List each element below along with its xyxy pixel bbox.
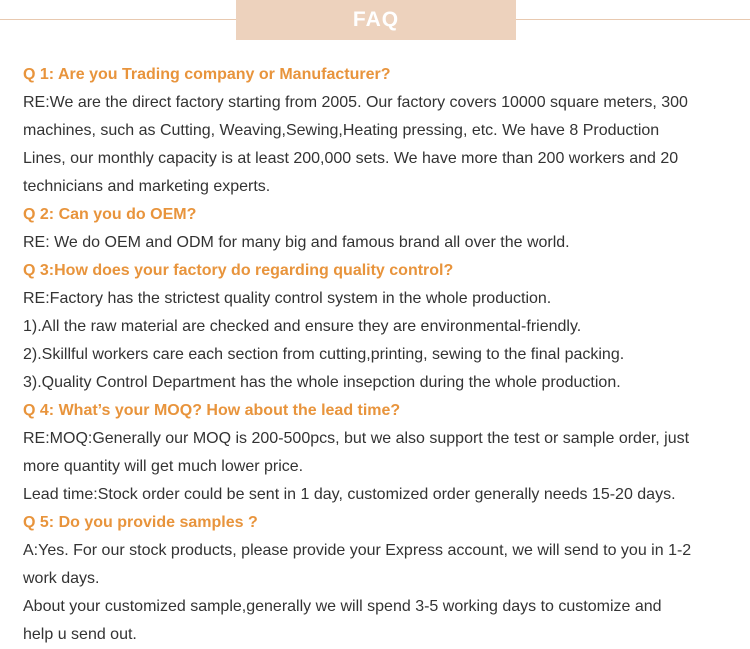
faq-answer-line: 2).Skillful workers care each section from cutting,printing, sewing to the final packing. <box>23 346 625 363</box>
faq-question-5: Q 5: Do you provide samples ? <box>23 514 258 531</box>
header-divider-right <box>516 19 750 20</box>
faq-answer-line: About your customized sample,generally we will spend 3-5 working days to customize and <box>23 598 662 615</box>
faq-answer-line: 1).All the raw material are checked and ensure they are environmental-friendly. <box>23 318 582 335</box>
header-divider-left <box>0 19 236 20</box>
faq-header <box>0 0 750 40</box>
faq-title: FAQ <box>236 0 516 40</box>
faq-answer-line: work days. <box>23 570 100 587</box>
faq-question-4: Q 4: What’s your MOQ? How about the lead time? <box>23 402 401 419</box>
faq-answer-line: help u send out. <box>23 626 137 643</box>
faq-answer-line: Lines, our monthly capacity is at least 200,000 sets. We have more than 200 workers and 20 <box>23 150 679 167</box>
faq-question-1: Q 1: Are you Trading company or Manufacturer? <box>23 66 391 83</box>
faq-question-2: Q 2: Can you do OEM? <box>23 206 197 223</box>
faq-answer-line: more quantity will get much lower price. <box>23 458 304 475</box>
faq-answer-line: RE:We are the direct factory starting from 2005. Our factory covers 10000 square meters, 300 <box>23 94 688 111</box>
faq-answer-line: technicians and marketing experts. <box>23 178 271 195</box>
faq-answer-line: RE: We do OEM and ODM for many big and famous brand all over the world. <box>23 234 570 251</box>
faq-answer-line: 3).Quality Control Department has the whole insepction during the whole production. <box>23 374 621 391</box>
faq-question-3: Q 3:How does your factory do regarding quality control? <box>23 262 454 279</box>
faq-answer-line: A:Yes. For our stock products, please provide your Express account, we will send to you in 1-2 <box>23 542 692 559</box>
faq-answer-line: RE:Factory has the strictest quality control system in the whole production. <box>23 290 552 307</box>
faq-answer-line: machines, such as Cutting, Weaving,Sewing,Heating pressing, etc. We have 8 Production <box>23 122 660 139</box>
faq-list <box>23 61 738 649</box>
faq-answer-line: RE:MOQ:Generally our MOQ is 200-500pcs, but we also support the test or sample order, just <box>23 430 690 447</box>
faq-answer-line: Lead time:Stock order could be sent in 1 day, customized order generally needs 15-20 days. <box>23 486 676 503</box>
